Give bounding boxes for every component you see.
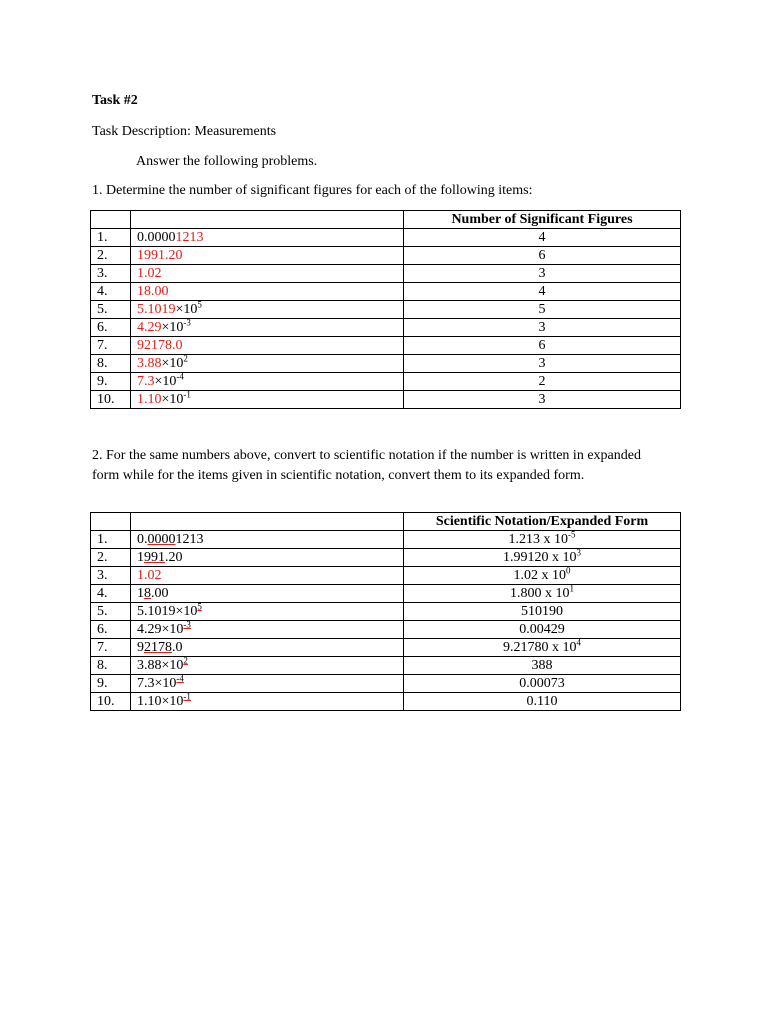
row-number: 5.: [91, 603, 131, 621]
table-row: [91, 567, 681, 585]
table-row: [91, 657, 681, 675]
row-item: $1.10\times 10^{-1}$: [131, 391, 404, 409]
instruction-text: Answer the following problems.: [136, 154, 318, 169]
row-item: $7.3\times 10^{-4}$: [131, 373, 404, 391]
column-header-sci-notation: Scientific Notation/Expanded Form: [404, 513, 681, 531]
row-answer: 0.00429: [404, 621, 681, 639]
row-answer: 1.800 x $10^1$: [404, 585, 681, 603]
table-row: [91, 639, 681, 657]
task-title: Task #2: [92, 93, 138, 108]
row-number: 6.: [91, 319, 131, 337]
row-answer: 4: [404, 229, 681, 247]
row-item: 1991.20: [131, 549, 404, 567]
row-answer: 9.21780 x $10^4$: [404, 639, 681, 657]
row-answer: 1.02 x $10^0$: [404, 567, 681, 585]
scientific-notation-table: [90, 512, 681, 711]
row-item: $3.88\times 10^2$: [131, 355, 404, 373]
row-item: $4.29\times 10^{-3}$: [131, 319, 404, 337]
table-header-row: [91, 513, 681, 531]
row-number: 3.: [91, 265, 131, 283]
row-answer: 6: [404, 337, 681, 355]
row-item: 0.00001213: [131, 531, 404, 549]
table-row: [91, 693, 681, 711]
row-answer: 4: [404, 283, 681, 301]
header-blank-num: [91, 513, 131, 531]
table-row: [91, 531, 681, 549]
table-row: [91, 355, 681, 373]
question-1-text: 1. Determine the number of significant figures for each of the following items:: [92, 183, 533, 198]
row-item: 1991.20: [131, 247, 404, 265]
row-item: $5.1019\times 10^5$: [131, 301, 404, 319]
row-answer: 6: [404, 247, 681, 265]
row-number: 9.: [91, 373, 131, 391]
table-row: [91, 265, 681, 283]
table-row: [91, 229, 681, 247]
task-description: Task Description: Measurements: [92, 124, 277, 139]
table-header-row: [91, 211, 681, 229]
row-number: 4.: [91, 585, 131, 603]
row-item: 18.00: [131, 283, 404, 301]
row-number: 5.: [91, 301, 131, 319]
row-answer: 3: [404, 319, 681, 337]
table-row: [91, 337, 681, 355]
row-answer: 0.110: [404, 693, 681, 711]
row-number: 6.: [91, 621, 131, 639]
row-item: $5.1019\times 10^5$: [131, 603, 404, 621]
row-number: 1.: [91, 531, 131, 549]
row-number: 7.: [91, 639, 131, 657]
header-blank-item: [131, 211, 404, 229]
table-row: [91, 603, 681, 621]
row-answer: 510190: [404, 603, 681, 621]
row-answer: 1.213 x $10^{-5}$: [404, 531, 681, 549]
row-answer: 1.99120 x $10^3$: [404, 549, 681, 567]
row-number: 8.: [91, 355, 131, 373]
row-item: 1.02: [131, 265, 404, 283]
question-2-text: 2. For the same numbers above, convert to scientific notation if the number is written in expanded form while for the items given in scientific notation, convert them to its expanded form.: [92, 448, 641, 483]
table-row: [91, 549, 681, 567]
row-number: 8.: [91, 657, 131, 675]
row-item: $1.10\times 10^{-1}$: [131, 693, 404, 711]
row-item: $3.88\times 10^2$: [131, 657, 404, 675]
table-row: [91, 621, 681, 639]
row-answer: 5: [404, 301, 681, 319]
row-answer: 3: [404, 355, 681, 373]
row-answer: 3: [404, 391, 681, 409]
row-number: 3.: [91, 567, 131, 585]
row-number: 7.: [91, 337, 131, 355]
row-item: 92178.0: [131, 639, 404, 657]
row-item: 18.00: [131, 585, 404, 603]
header-blank-item: [131, 513, 404, 531]
row-answer: 3: [404, 265, 681, 283]
row-item: $4.29\times 10^{-3}$: [131, 621, 404, 639]
table-row: [91, 675, 681, 693]
table-row: [91, 319, 681, 337]
header-blank-num: [91, 211, 131, 229]
row-number: 10.: [91, 391, 131, 409]
row-number: 1.: [91, 229, 131, 247]
table-row: [91, 391, 681, 409]
row-number: 2.: [91, 247, 131, 265]
table-row: [91, 301, 681, 319]
table-row: [91, 283, 681, 301]
row-number: 9.: [91, 675, 131, 693]
table-row: [91, 585, 681, 603]
row-number: 10.: [91, 693, 131, 711]
table-row: [91, 373, 681, 391]
row-answer: 0.00073: [404, 675, 681, 693]
row-number: 2.: [91, 549, 131, 567]
row-number: 4.: [91, 283, 131, 301]
row-item: 0.00001213: [131, 229, 404, 247]
row-item: 1.02: [131, 567, 404, 585]
table-row: [91, 247, 681, 265]
column-header-sig-figs: Number of Significant Figures: [404, 211, 681, 229]
row-answer: 388: [404, 657, 681, 675]
significant-figures-table: [90, 210, 681, 409]
row-item: 92178.0: [131, 337, 404, 355]
row-answer: 2: [404, 373, 681, 391]
row-item: $7.3\times 10^{-4}$: [131, 675, 404, 693]
